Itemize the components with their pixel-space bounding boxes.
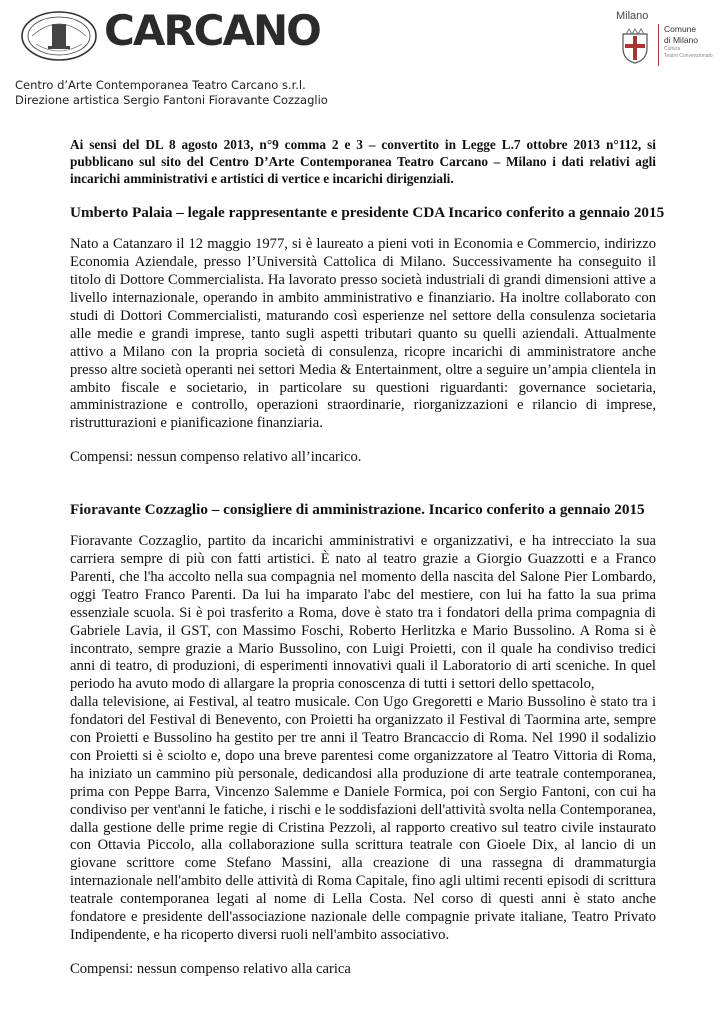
comune-sub-1: Cultura: [664, 46, 681, 52]
bio-line: Gabriele Lavia, il GST, con Massimo Foschi, Roberto Herlitzka e Mario Bussolino. A Roma si è: [70, 622, 656, 639]
bio-line: oggi Teatro Franco Parenti. Da lui ha imparato l'abc del mestiere, con lui ha fatto la sua prima: [70, 586, 656, 603]
bio-line: fondatori del Festival di Benevento, con Proietti ha organizzato il Festival di Taormina arte, sempre: [70, 712, 656, 729]
bio-line: anni di teatro, di produzioni, di esperimenti innovativi quali il Laboratorio di arti sceniche. In quel: [70, 658, 656, 675]
bio-line: amministrazione e controllo, operazioni straordinarie, riorganizzazioni e rilancio di imprese,: [70, 397, 656, 414]
bio-line: con Ottavia Piccolo, alla collaborazione sulla scrittura teatrale con Gioele Dix, al lancio di un: [70, 837, 656, 854]
bio-cozzaglio: [70, 533, 656, 945]
milano-label: Milano: [616, 10, 649, 22]
bio-line: giovane scrittore come Stefano Massini, alla creazione di una rassegna di drammaturgia: [70, 855, 656, 872]
bio-line: Nato a Catanzaro il 12 maggio 1977, si è laureato a pieni voti in Economia e Commercio, indirizzo: [70, 236, 656, 253]
bio-line: Indipendente, e ha ricoperto diversi ruoli nell'ambito associativo.: [70, 927, 450, 944]
compensi-palaia: Compensi: nessun compenso relativo all’incarico.: [70, 449, 362, 466]
intro-line: incarichi amministrativi e artistici di vertice e incarichi dirigenziali.: [70, 170, 454, 186]
bio-line: titolo di Dottore Commercialista. Ha lavorato presso società industriali di grandi dimensioni attive a: [70, 272, 656, 289]
bio-line: livello internazionale, operando in ambito amministrativo e finanziario. Ha inoltre collaborato con: [70, 290, 656, 307]
bio-line: teatrale contemporanea legati al nome di Lella Costa. Nel corso di questi anni è stato anche: [70, 891, 656, 908]
bio-line: con Proietti e Bussolino ha gestito per tre anni il Teatro Brancaccio di Roma. Nel 1990 il sodalizio: [70, 730, 656, 747]
bio-line: ha iniziato un cammino più personale, dedicandosi alla produzione di arte teatrale contemporanea,: [70, 765, 656, 782]
bio-line: essenziale scuola. Si è poi trasferito a Roma, dove è stato tra i fondatori della prima compagnia di: [70, 604, 656, 621]
bio-line: Fioravante Cozzaglio, partito da incarichi amministrativi e organizzativi, e ha intrecciato la sua: [70, 533, 656, 550]
bio-line: dalla gestione delle prime regie di Cristina Pezzoli, al rapporto creativo sul teatro civile instaurato: [70, 819, 656, 836]
comune-label: [664, 24, 713, 60]
bio-line: attivo a Milano con la propria società di consulenza, ricopre incarichi di amministratore anche: [70, 343, 656, 360]
organization-info: [15, 78, 328, 107]
section-heading-palaia: Umberto Palaia – legale rappresentante e presidente CDA Incarico conferito a gennaio 2015: [70, 204, 665, 222]
compensi-cozzaglio: Compensi: nessun compenso relativo alla carica: [70, 960, 351, 977]
comune-di-milano-logo: [612, 6, 716, 70]
section-heading-cozzaglio: Fioravante Cozzaglio – consigliere di amministrazione. Incarico conferito a gennaio 2015: [70, 501, 645, 519]
intro-line: pubblicano sul sito del Centro D’Arte Contemporanea Teatro Carcano – Milano i dati relativi agli: [70, 153, 656, 169]
bio-line: prima con Peppe Barra, Vincenzo Salemme e Daniele Formica, poi con Sergio Fantoni, con cui ha: [70, 783, 656, 800]
bio-line: ambito fiscale e societario, in particolare su questioni riguardanti: governance societaria,: [70, 379, 656, 396]
bio-line: dalla televisione, ai Festival, al teatro musicale. Con Ugo Gregoretti e Mario Bussolino è stato tra i: [70, 694, 656, 711]
carcano-logo-wordmark: CARCANO: [104, 6, 320, 55]
bio-line: incontrato, sempre grazie a Mario Bussolino, con Luigi Proietti, con il quale ha condiviso tredici: [70, 640, 656, 657]
org-name: Centro d’Arte Contemporanea Teatro Carcano s.r.l.: [15, 78, 306, 92]
logo-divider: [658, 24, 659, 66]
document-body: [70, 137, 665, 979]
bio-line: con Proietti si è sciolto e, dopo una breve parentesi come organizzatore al Teatro Vittoria di Roma,: [70, 747, 656, 764]
bio-line: ristrutturazioni e pianificazione finanziaria.: [70, 415, 323, 432]
bio-line: Parenti, che l'ha accolto nella sua compagnia nel momento della nascita del Salone Pier Lombardo,: [70, 568, 656, 585]
teatro-carcano-seal-logo: [20, 10, 98, 62]
org-direction: Direzione artistica Sergio Fantoni Fioravante Cozzaglio: [15, 92, 328, 107]
bio-line: alle medie e grandi imprese, tanto sugli aspetti tributari quanto su quelli aziendali. Attualmente: [70, 325, 656, 342]
bio-palaia: [70, 236, 656, 433]
bio-line: condiviso per vent'anni le fatiche, i rischi e le soddisfazioni dell'attività svolta nella Contemporanea,: [70, 801, 656, 818]
bio-line: internazionale nell'ambito delle attività di Roma Capitale, fino agli ultimi recenti episodi di scrittura: [70, 873, 656, 890]
comune-line-1: Comune: [664, 24, 697, 34]
bio-line: studi di Dottori Commercialisti, maturando così esperienze nel settore della consulenza societaria: [70, 307, 656, 324]
bio-line: presso altre società operanti nei settori Media & Entertainment, oltre a seguire un’ampia clientela in: [70, 361, 656, 378]
comune-line-2: di Milano: [664, 35, 699, 45]
comune-sub-2: Teatro Convenzionato: [664, 53, 713, 59]
bio-line: periodo ha avuto modo di allargare la propria conoscenza di tutti i settori dello spettacolo,: [70, 676, 595, 693]
milano-crest-icon: [620, 28, 650, 64]
intro-paragraph: [70, 137, 656, 187]
bio-line: carriera sempre di più con fatti artistici. È nato al teatro grazie a Giorgio Guazzotti e a Franco: [70, 550, 656, 567]
bio-line: Economia Aziendale, presso l’Università Cattolica di Milano. Successivamente ha conseguito il: [70, 254, 656, 271]
intro-line: Ai sensi del DL 8 agosto 2013, n°9 comma 2 e 3 – convertito in Legge L.7 ottobre 2013 n°112, si: [70, 137, 656, 152]
bio-line: fondatore e presidente dell'associazione nazionale delle compagnie private italiane, Teatro Privato: [70, 909, 656, 926]
